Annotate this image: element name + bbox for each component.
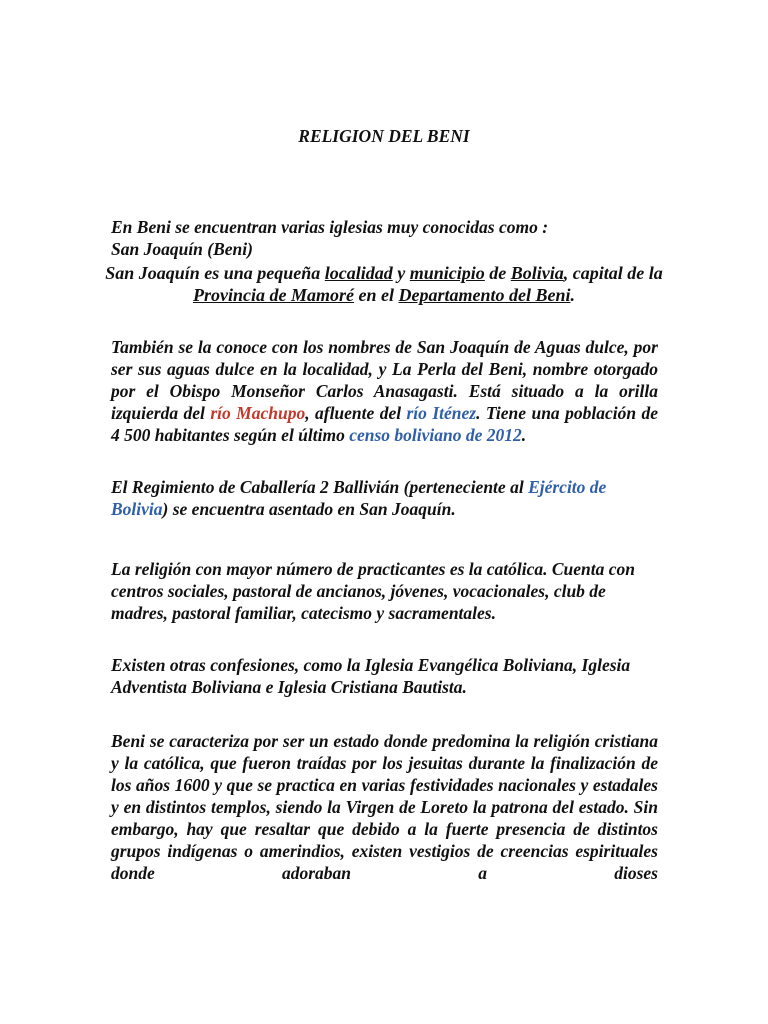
intro-line: San Joaquín (Beni) (111, 239, 253, 259)
link-rio-machupo[interactable]: río Machupo (210, 403, 306, 423)
intro-line: En Beni se encuentran varias iglesias muy conocidas como : (111, 217, 549, 237)
paragraph-intro (111, 216, 658, 260)
text-run: También se la conoce con los nombres de San Joaquín de Aguas dulce, por ser sus aguas dulce en la localidad, y La Perla del Beni, nombre otorgado por el Obispo Monseñor Carlos Anasagasti. Está situado a la orilla izquierda del (111, 337, 658, 423)
link-provincia-mamore[interactable]: Provincia de Mamoré (193, 285, 354, 305)
text-run: . (570, 285, 575, 305)
text-run: en el (353, 285, 399, 305)
text-run: ) se encuentra asentado en San Joaquín. (162, 499, 456, 519)
paragraph-religion-catolica: La religión con mayor número de practicantes es la católica. Cuenta con centros sociales, pastoral de ancianos, jóvenes, vocacionales, club de madres, pastoral familiar, catecismo y sacramentales. (111, 559, 636, 623)
link-bolivia[interactable]: Bolivia (510, 263, 564, 283)
link-municipio[interactable]: municipio (409, 263, 485, 283)
link-departamento-beni[interactable]: Departamento del Beni (398, 285, 571, 305)
text-run: , capital de la (563, 263, 663, 283)
link-localidad[interactable]: localidad (324, 263, 393, 283)
text-run: El Regimiento de Caballería 2 Ballivián (perteneciente al (111, 477, 529, 497)
document-title: RELIGION DEL BENI (298, 126, 470, 146)
link-censo-2012[interactable]: censo boliviano de 2012 (349, 425, 522, 445)
text-run: de (484, 263, 511, 283)
link-rio-itenez[interactable]: río Iténez (406, 403, 477, 423)
text-run: y (392, 263, 410, 283)
paragraph-caracteristicas: Beni se caracteriza por ser un estado donde predomina la religión cristiana y la católica, que fueron traídas por los jesuitas durante la finalización de los años 1600 y que se practica en varias festividades nacionales y estadales y en distintos templos, siendo la Virgen de Loreto la patrona del estado. Sin embargo, hay que resaltar que debido a la fuerte presencia de distintos grupos indígenas o amerindios, existen vestigios de creencias espirituales donde adoraban a dioses (111, 731, 658, 883)
text-run: San Joaquín es una pequeña (105, 263, 325, 283)
paragraph-otras-confesiones: Existen otras confesiones, como la Iglesia Evangélica Boliviana, Iglesia Adventista Boliviana e Iglesia Cristiana Bautista. (111, 655, 631, 697)
paragraph-regimiento (111, 476, 658, 520)
text-run: . Tiene una población de 4 500 habitantes según el último (111, 403, 658, 445)
text-run: . (521, 425, 527, 445)
link-ejercito-bolivia[interactable]: Ejército de Bolivia (111, 477, 607, 519)
text-run: , afluente del (305, 403, 407, 423)
paragraph-names (111, 336, 658, 446)
paragraph-san-joaquin (104, 262, 664, 306)
